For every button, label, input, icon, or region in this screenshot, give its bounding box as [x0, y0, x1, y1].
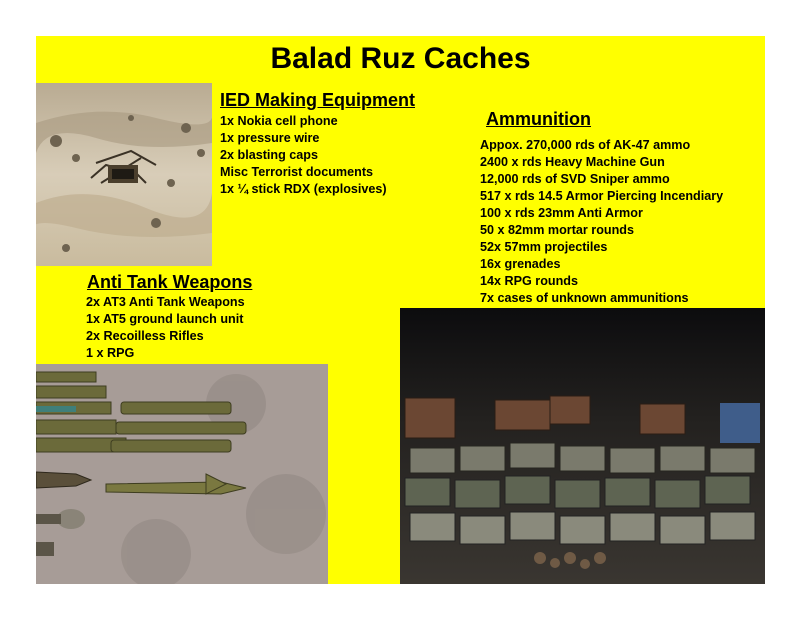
- desert-cache-photo: [36, 83, 212, 266]
- list-item: 1x AT5 ground launch unit: [86, 312, 244, 326]
- list-item: 2400 x rds Heavy Machine Gun: [480, 155, 665, 169]
- list-item: 16x grenades: [480, 257, 561, 271]
- ammunition-heading: Ammunition: [486, 109, 591, 129]
- list-item: 1x Nokia cell phone: [220, 114, 338, 128]
- ied-heading: IED Making Equipment: [220, 90, 416, 110]
- list-item: 52x 57mm projectiles: [480, 240, 608, 254]
- list-item: 1 x RPG: [86, 346, 135, 360]
- list-item: 1x pressure wire: [220, 131, 320, 145]
- list-item: 7x cases of unknown ammunitions: [480, 291, 689, 305]
- ied-list: [220, 113, 387, 198]
- list-item: 14x RPG rounds: [480, 274, 578, 288]
- list-item: 12,000 rds of SVD Sniper ammo: [480, 172, 670, 186]
- slide-title: Balad Ruz Caches: [270, 42, 531, 75]
- ammunition-crates-photo: [400, 308, 765, 584]
- ammunition-list: [480, 137, 723, 307]
- list-item: Appox. 270,000 rds of AK-47 ammo: [480, 138, 691, 152]
- slide: [36, 36, 765, 584]
- list-item: 1x ¼ stick RDX (explosives): [220, 182, 387, 196]
- list-item: Misc Terrorist documents: [220, 165, 374, 179]
- list-item: 2x AT3 Anti Tank Weapons: [86, 295, 245, 309]
- list-item: 50 x 82mm mortar rounds: [480, 223, 634, 237]
- anti-tank-list: [86, 294, 245, 362]
- anti-tank-weapons-photo: [36, 364, 328, 584]
- list-item: 2x blasting caps: [220, 148, 318, 162]
- list-item: 2x Recoilless Rifles: [86, 329, 204, 343]
- anti-tank-heading: Anti Tank Weapons: [87, 272, 253, 292]
- list-item: 517 x rds 14.5 Armor Piercing Incendiary: [480, 189, 724, 203]
- list-item: 100 x rds 23mm Anti Armor: [480, 206, 643, 220]
